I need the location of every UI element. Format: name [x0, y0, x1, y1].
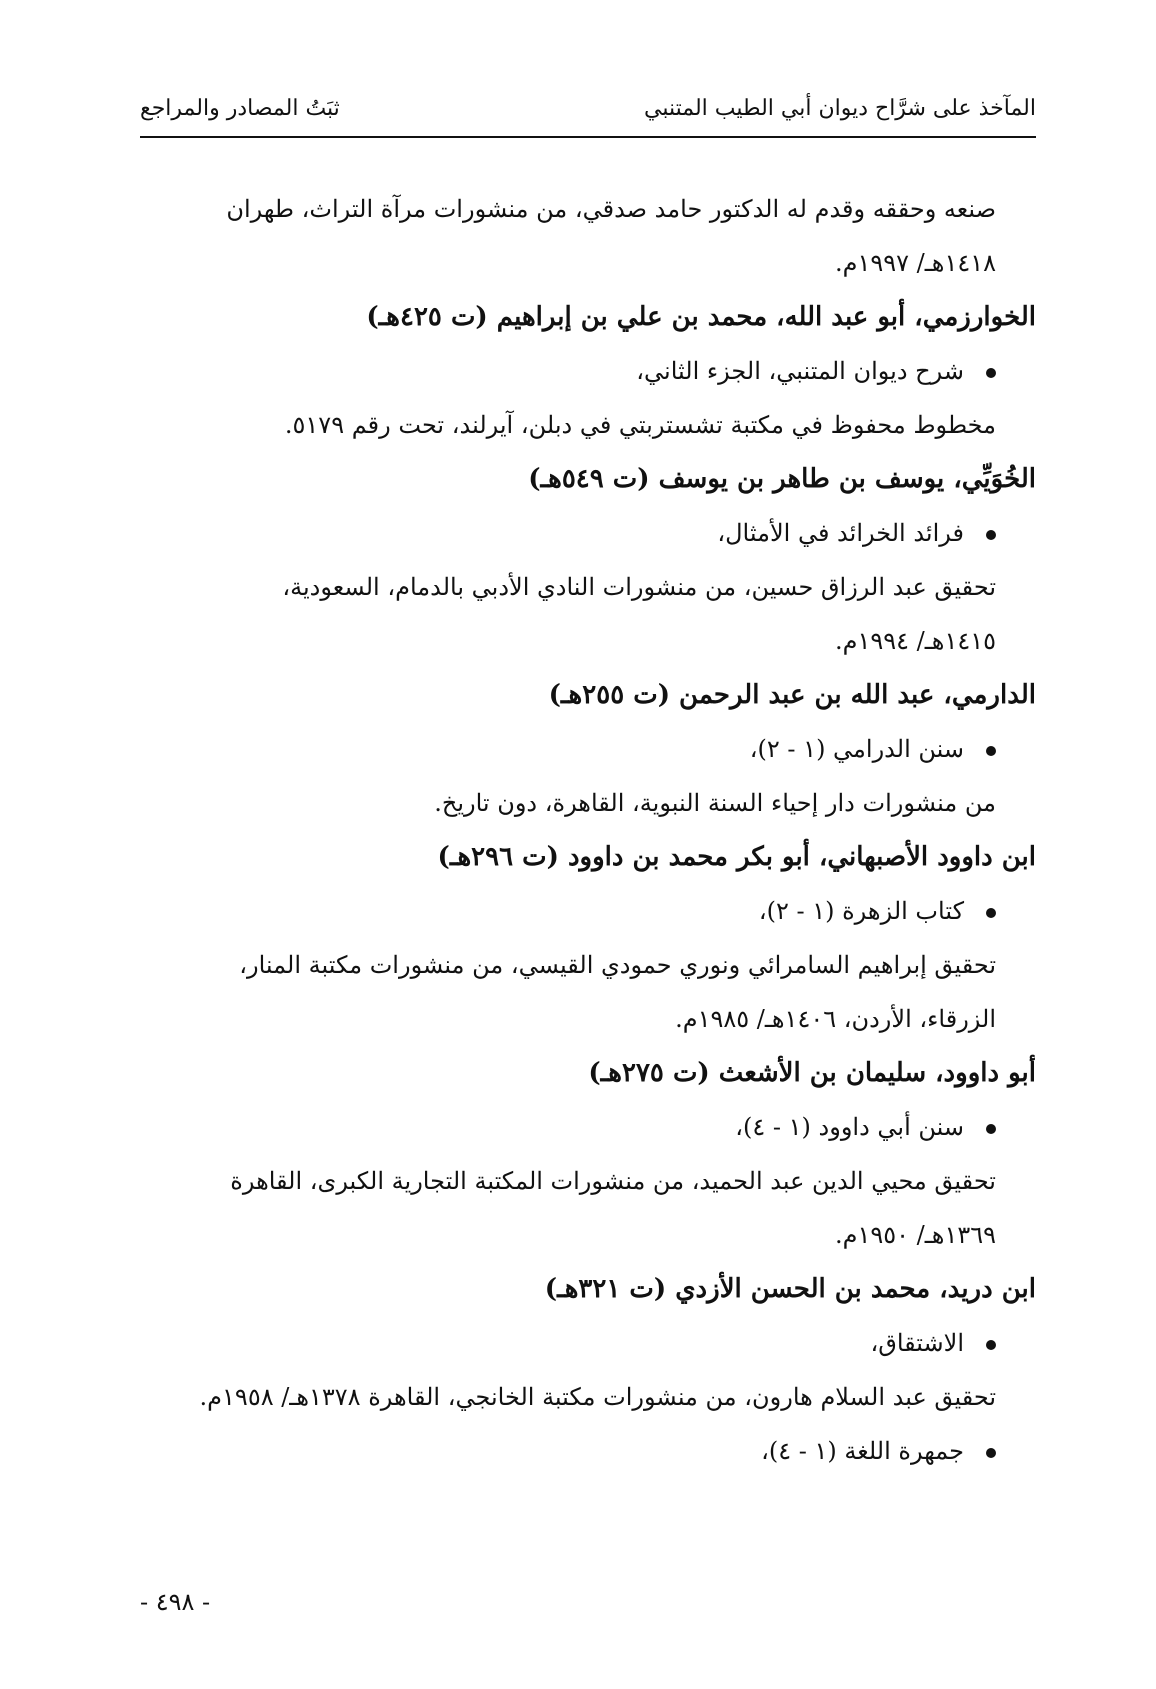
bullet-icon: [986, 368, 996, 378]
bullet-icon: [986, 1340, 996, 1350]
entry-publication: تحقيق عبد السلام هارون، من منشورات مكتبة الخانجي، القاهرة ١٣٧٨هـ/ ١٩٥٨م.: [199, 1383, 996, 1411]
entry-publication: مخطوط محفوظ في مكتبة تشستربتي في دبلن، آيرلند، تحت رقم ٥١٧٩.: [284, 411, 996, 439]
book-item: شرح ديوان المتنبي، الجزء الثاني،: [140, 344, 1036, 398]
entry-publication: من منشورات دار إحياء السنة النبوية، القاهرة، دون تاريخ.: [434, 789, 996, 817]
bullet-icon: [986, 1124, 996, 1134]
author-heading: الخوارزمي، أبو عبد الله، محمد بن علي بن إبراهيم (ت ٤٢٥هـ): [366, 302, 1036, 332]
book-item: الاشتقاق،: [140, 1316, 1036, 1370]
entry-publication-cont: ١٤١٥هـ/ ١٩٩٤م.: [834, 627, 996, 655]
author-heading: الخُوَيِّي، يوسف بن طاهر بن يوسف (ت ٥٤٩هـ): [528, 464, 1036, 494]
entry-publication: تحقيق إبراهيم السامرائي ونوري حمودي القيسي، من منشورات مكتبة المنار،: [239, 951, 996, 979]
author-heading: الدارمي، عبد الله بن عبد الرحمن (ت ٢٥٥هـ): [548, 680, 1036, 710]
bullet-icon: [986, 1448, 996, 1458]
bullet-icon: [986, 908, 996, 918]
book-item: سنن الدرامي (١ - ٢)،: [140, 722, 1036, 776]
bullet-icon: [986, 530, 996, 540]
entry-publication: تحقيق محيي الدين عبد الحميد، من منشورات المكتبة التجارية الكبرى، القاهرة: [230, 1167, 996, 1195]
entry-publication-cont: الزرقاء، الأردن، ١٤٠٦هـ/ ١٩٨٥م.: [675, 1005, 996, 1033]
entry-publication: تحقيق عبد الرزاق حسين، من منشورات النادي الأدبي بالدمام، السعودية،: [282, 573, 996, 601]
book-item: سنن أبي داوود (١ - ٤)،: [140, 1100, 1036, 1154]
bullet-icon: [986, 746, 996, 756]
book-title: المآخذ على شرَّاح ديوان أبي الطيب المتنبي: [644, 96, 1036, 121]
section-title: ثبَتُ المصادر والمراجع: [140, 96, 340, 121]
entry-publication-cont: ١٤١٨هـ/ ١٩٩٧م.: [834, 249, 996, 277]
book-item: جمهرة اللغة (١ - ٤)،: [140, 1424, 1036, 1478]
page-number: - ٤٩٨ -: [140, 1588, 211, 1616]
author-heading: أبو داوود، سليمان بن الأشعث (ت ٢٧٥هـ): [588, 1058, 1036, 1088]
book-item: كتاب الزهرة (١ - ٢)،: [140, 884, 1036, 938]
book-item: فرائد الخرائد في الأمثال،: [140, 506, 1036, 560]
author-heading: ابن داوود الأصبهاني، أبو بكر محمد بن داوود (ت ٢٩٦هـ): [437, 842, 1036, 872]
entry-publication: صنعه وحققه وقدم له الدكتور حامد صدقي، من منشورات مرآة التراث، طهران: [226, 195, 996, 223]
entry-publication-cont: ١٣٦٩هـ/ ١٩٥٠م.: [834, 1221, 996, 1249]
bibliography-list: [140, 182, 1036, 1478]
running-header: [140, 96, 1036, 138]
author-heading: ابن دريد، محمد بن الحسن الأزدي (ت ٣٢١هـ): [544, 1274, 1036, 1304]
